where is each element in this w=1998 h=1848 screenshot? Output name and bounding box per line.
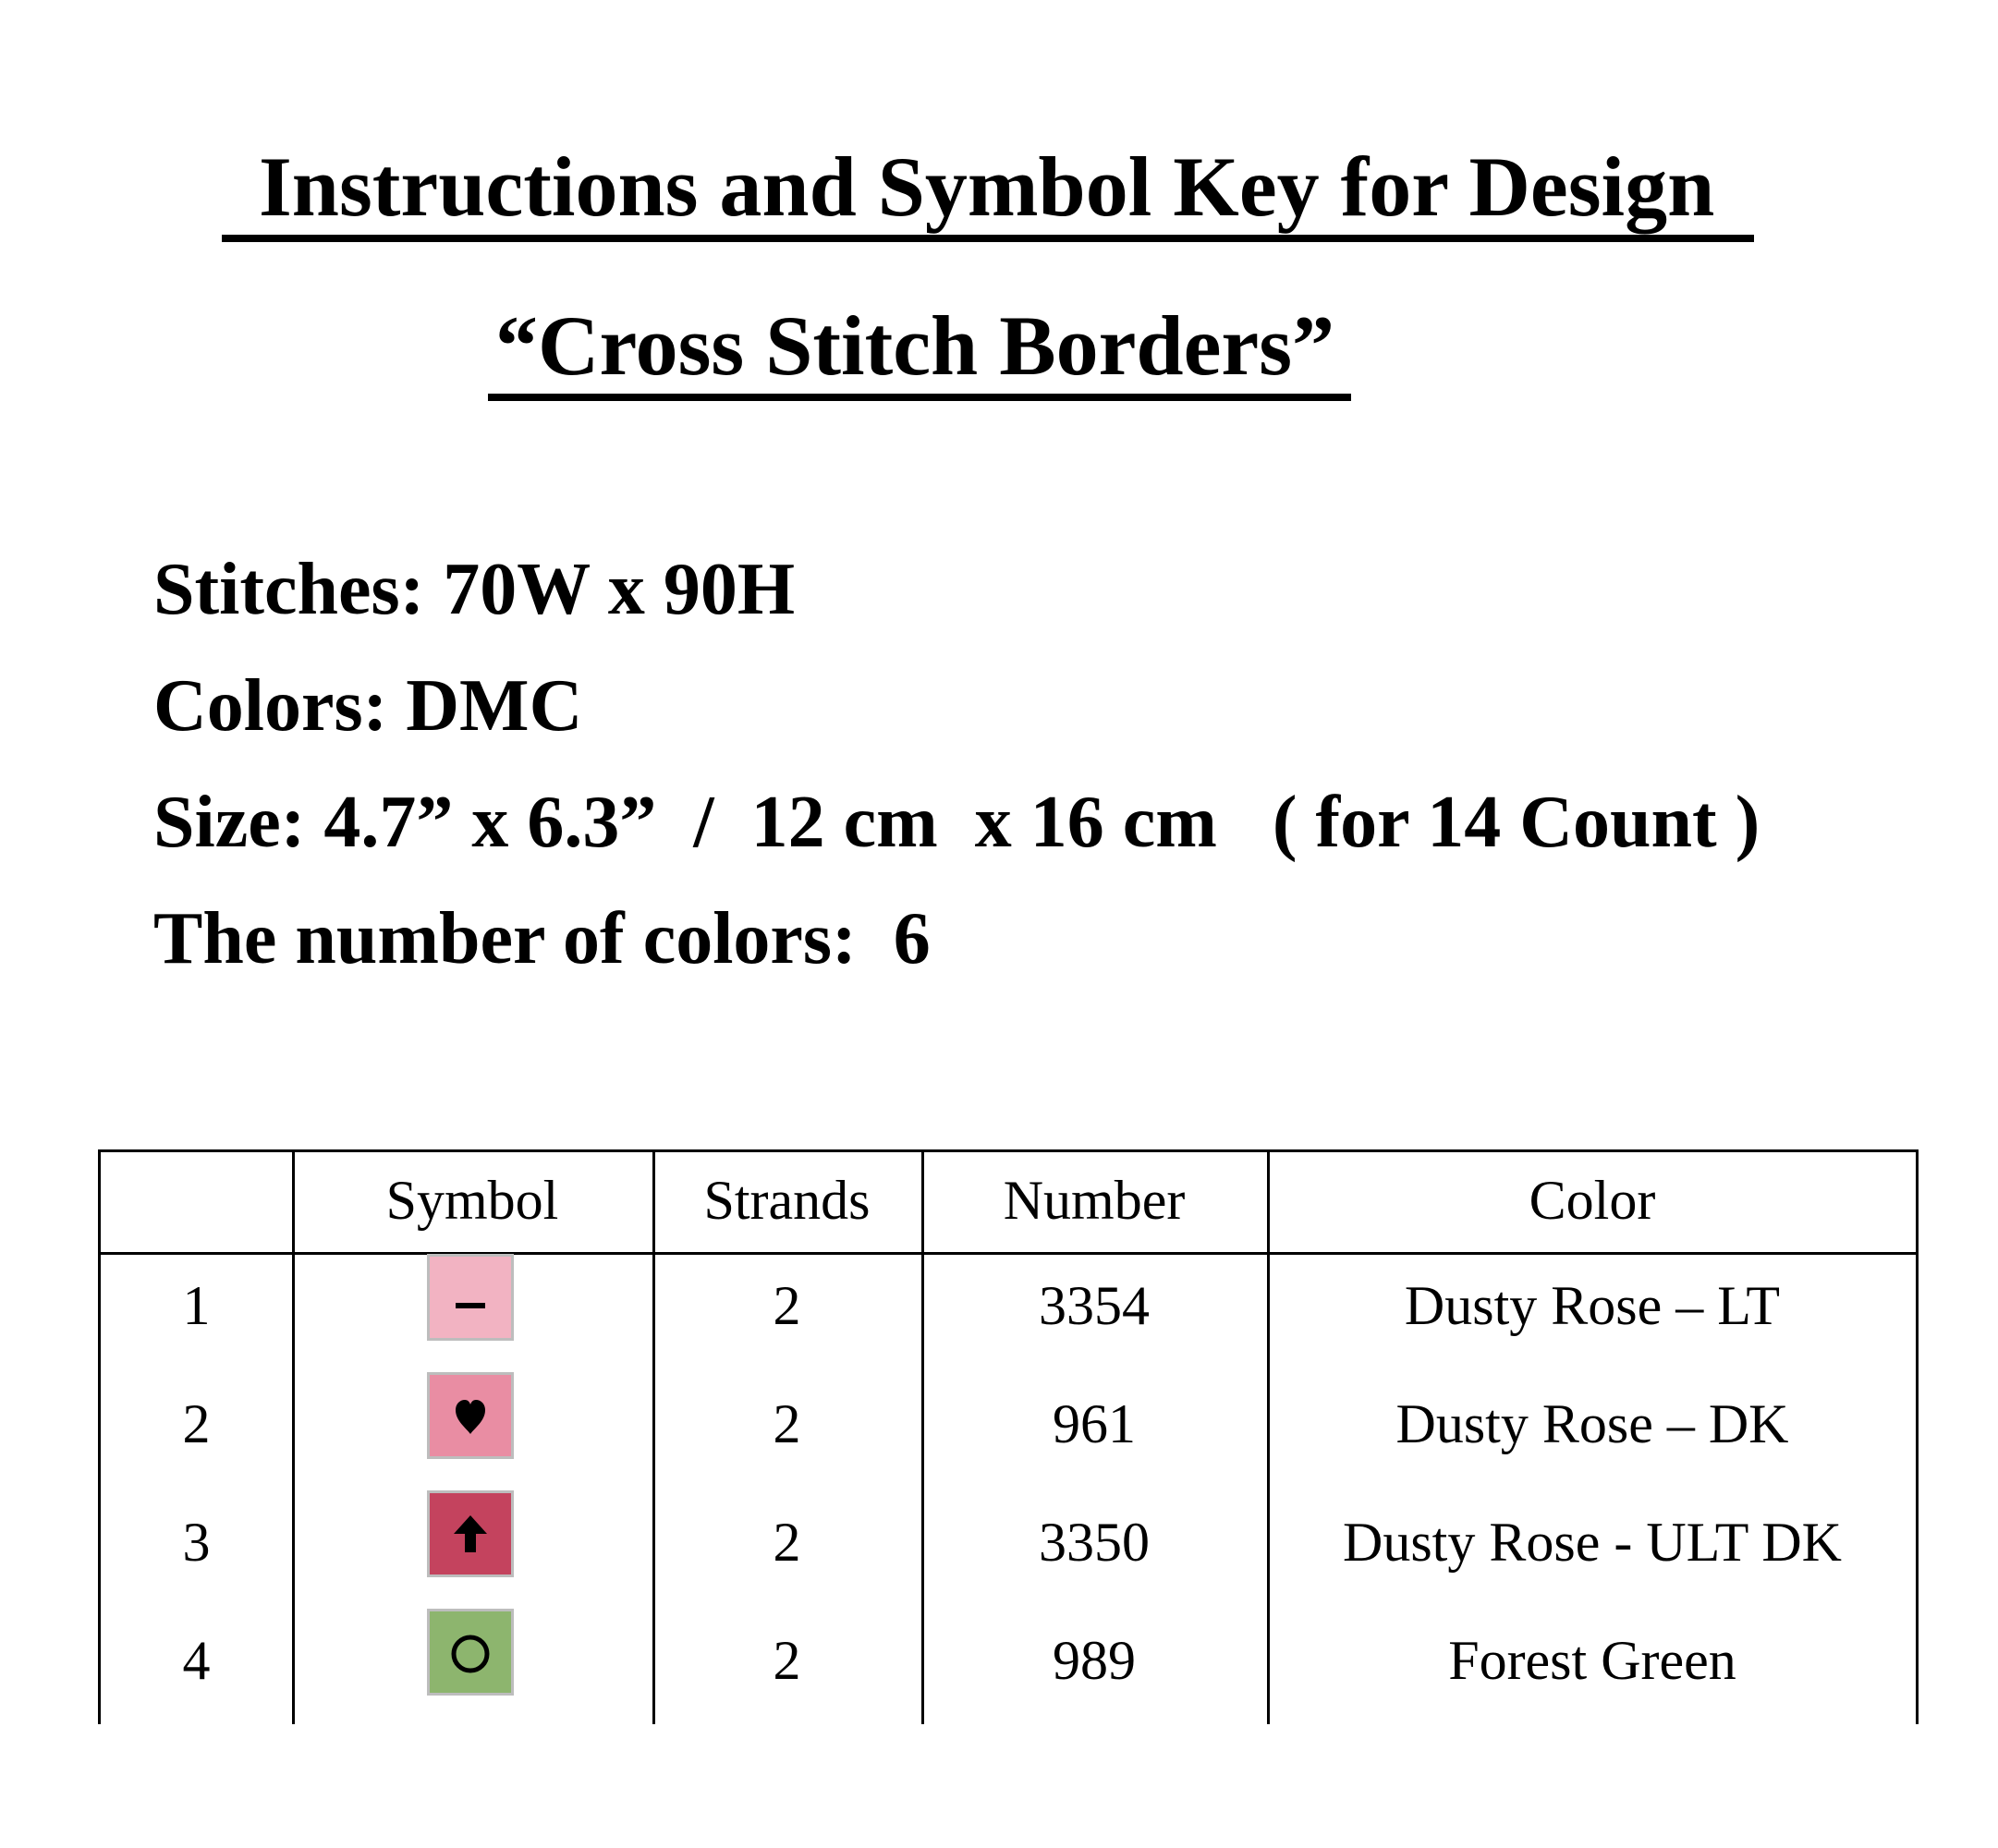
row-index: 2 bbox=[182, 1393, 211, 1454]
heart-icon bbox=[443, 1388, 498, 1443]
spec-number-of-colors: The number of colors: 6 bbox=[153, 898, 931, 979]
column-divider bbox=[292, 1152, 295, 1724]
row-number: 3350 bbox=[1039, 1512, 1150, 1573]
title-line-1: Instructions and Symbol Key for Design bbox=[259, 140, 1715, 234]
row-number: 961 bbox=[1053, 1393, 1136, 1454]
row-index: 4 bbox=[182, 1630, 211, 1691]
header-symbol: Symbol bbox=[385, 1170, 559, 1231]
symbol-swatch bbox=[427, 1609, 514, 1696]
arrow-up-icon bbox=[443, 1506, 498, 1562]
symbol-swatch bbox=[427, 1490, 514, 1577]
dash-icon bbox=[443, 1270, 498, 1325]
spec-stitches: Stitches: 70W x 90H bbox=[153, 549, 796, 630]
spec-size: Size: 4.7” x 6.3” / 12 cm x 16 cm ( for 14 Count ) bbox=[153, 782, 1760, 863]
header-color: Color bbox=[1529, 1170, 1656, 1231]
symbol-swatch bbox=[427, 1254, 514, 1341]
row-color: Dusty Rose - ULT DK bbox=[1342, 1512, 1843, 1573]
spec-colors: Colors: DMC bbox=[153, 665, 583, 747]
row-color: Dusty Rose – LT bbox=[1404, 1275, 1781, 1336]
header-strands: Strands bbox=[703, 1170, 871, 1231]
row-color: Forest Green bbox=[1448, 1630, 1736, 1691]
row-index: 1 bbox=[182, 1275, 211, 1336]
row-strands: 2 bbox=[773, 1275, 801, 1336]
title-line-2: “Cross Stitch Borders” bbox=[495, 298, 1335, 393]
row-strands: 2 bbox=[773, 1393, 801, 1454]
symbol-swatch bbox=[427, 1372, 514, 1459]
header-divider bbox=[101, 1252, 1916, 1255]
row-color: Dusty Rose – DK bbox=[1395, 1393, 1789, 1454]
row-strands: 2 bbox=[773, 1512, 801, 1573]
symbol-key-table bbox=[98, 1149, 1919, 1724]
row-number: 989 bbox=[1053, 1630, 1136, 1691]
row-strands: 2 bbox=[773, 1630, 801, 1691]
row-number: 3354 bbox=[1039, 1275, 1150, 1336]
title-underline-2 bbox=[488, 394, 1351, 401]
header-number: Number bbox=[1003, 1170, 1186, 1231]
row-index: 3 bbox=[182, 1512, 211, 1573]
circle-icon bbox=[443, 1624, 498, 1680]
title-underline-1 bbox=[222, 235, 1754, 242]
